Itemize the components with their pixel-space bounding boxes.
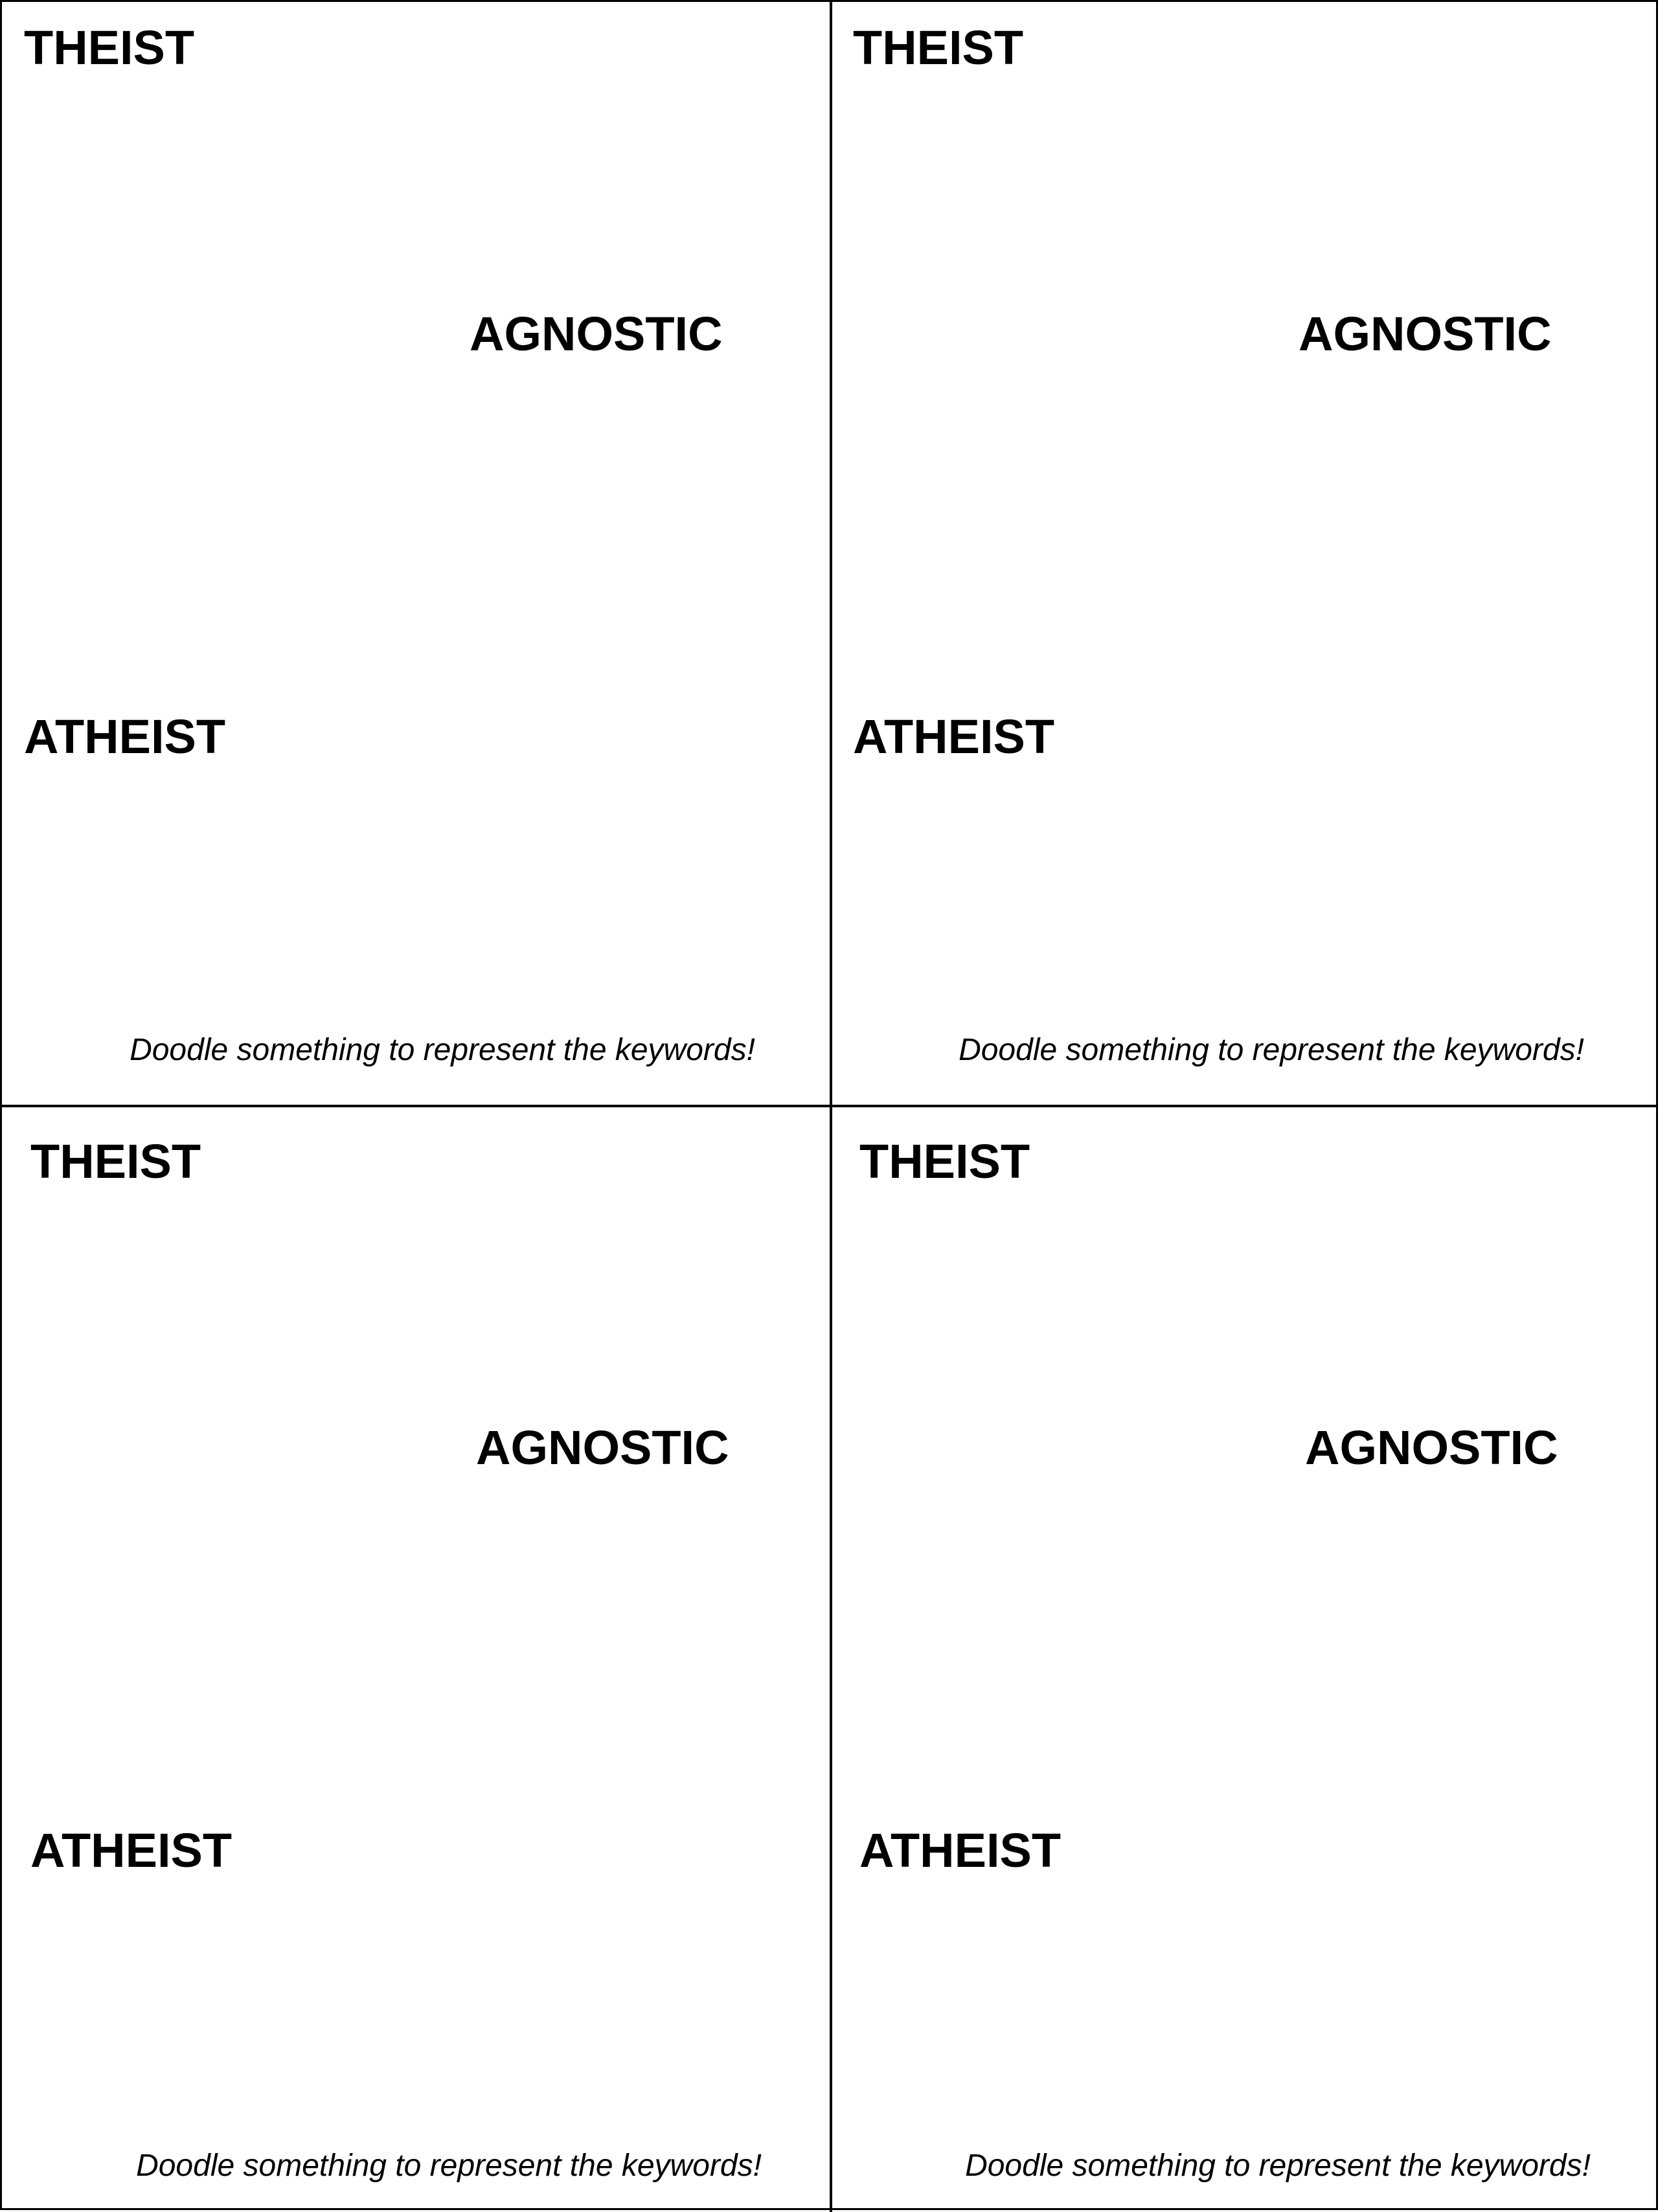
keyword-theist: THEIST [859, 1134, 1030, 1188]
keyword-agnostic: AGNOSTIC [1299, 307, 1552, 361]
keyword-agnostic: AGNOSTIC [476, 1421, 729, 1474]
doodle-prompt: Doodle something to represent the keywords! [130, 1033, 755, 1067]
doodle-prompt: Doodle something to represent the keywords! [959, 1033, 1584, 1067]
keyword-agnostic: AGNOSTIC [470, 307, 723, 361]
doodle-panel-bottom-right [831, 1107, 1658, 2212]
doodle-panel-bottom-left [2, 1107, 831, 2212]
keyword-atheist: ATHEIST [853, 710, 1055, 763]
doodle-panel-top-left [2, 2, 831, 1107]
horizontal-divider [2, 1105, 1658, 1107]
doodle-panel-top-right [831, 2, 1658, 1107]
doodle-prompt: Doodle something to represent the keywords! [965, 2149, 1591, 2183]
keyword-theist: THEIST [24, 21, 195, 74]
keyword-atheist: ATHEIST [30, 1823, 233, 1877]
keyword-theist: THEIST [30, 1134, 201, 1188]
doodle-prompt: Doodle something to represent the keywords! [136, 2149, 762, 2183]
keyword-atheist: ATHEIST [24, 710, 226, 763]
keyword-atheist: ATHEIST [859, 1823, 1062, 1877]
keyword-theist: THEIST [853, 21, 1024, 74]
keyword-agnostic: AGNOSTIC [1305, 1421, 1558, 1474]
